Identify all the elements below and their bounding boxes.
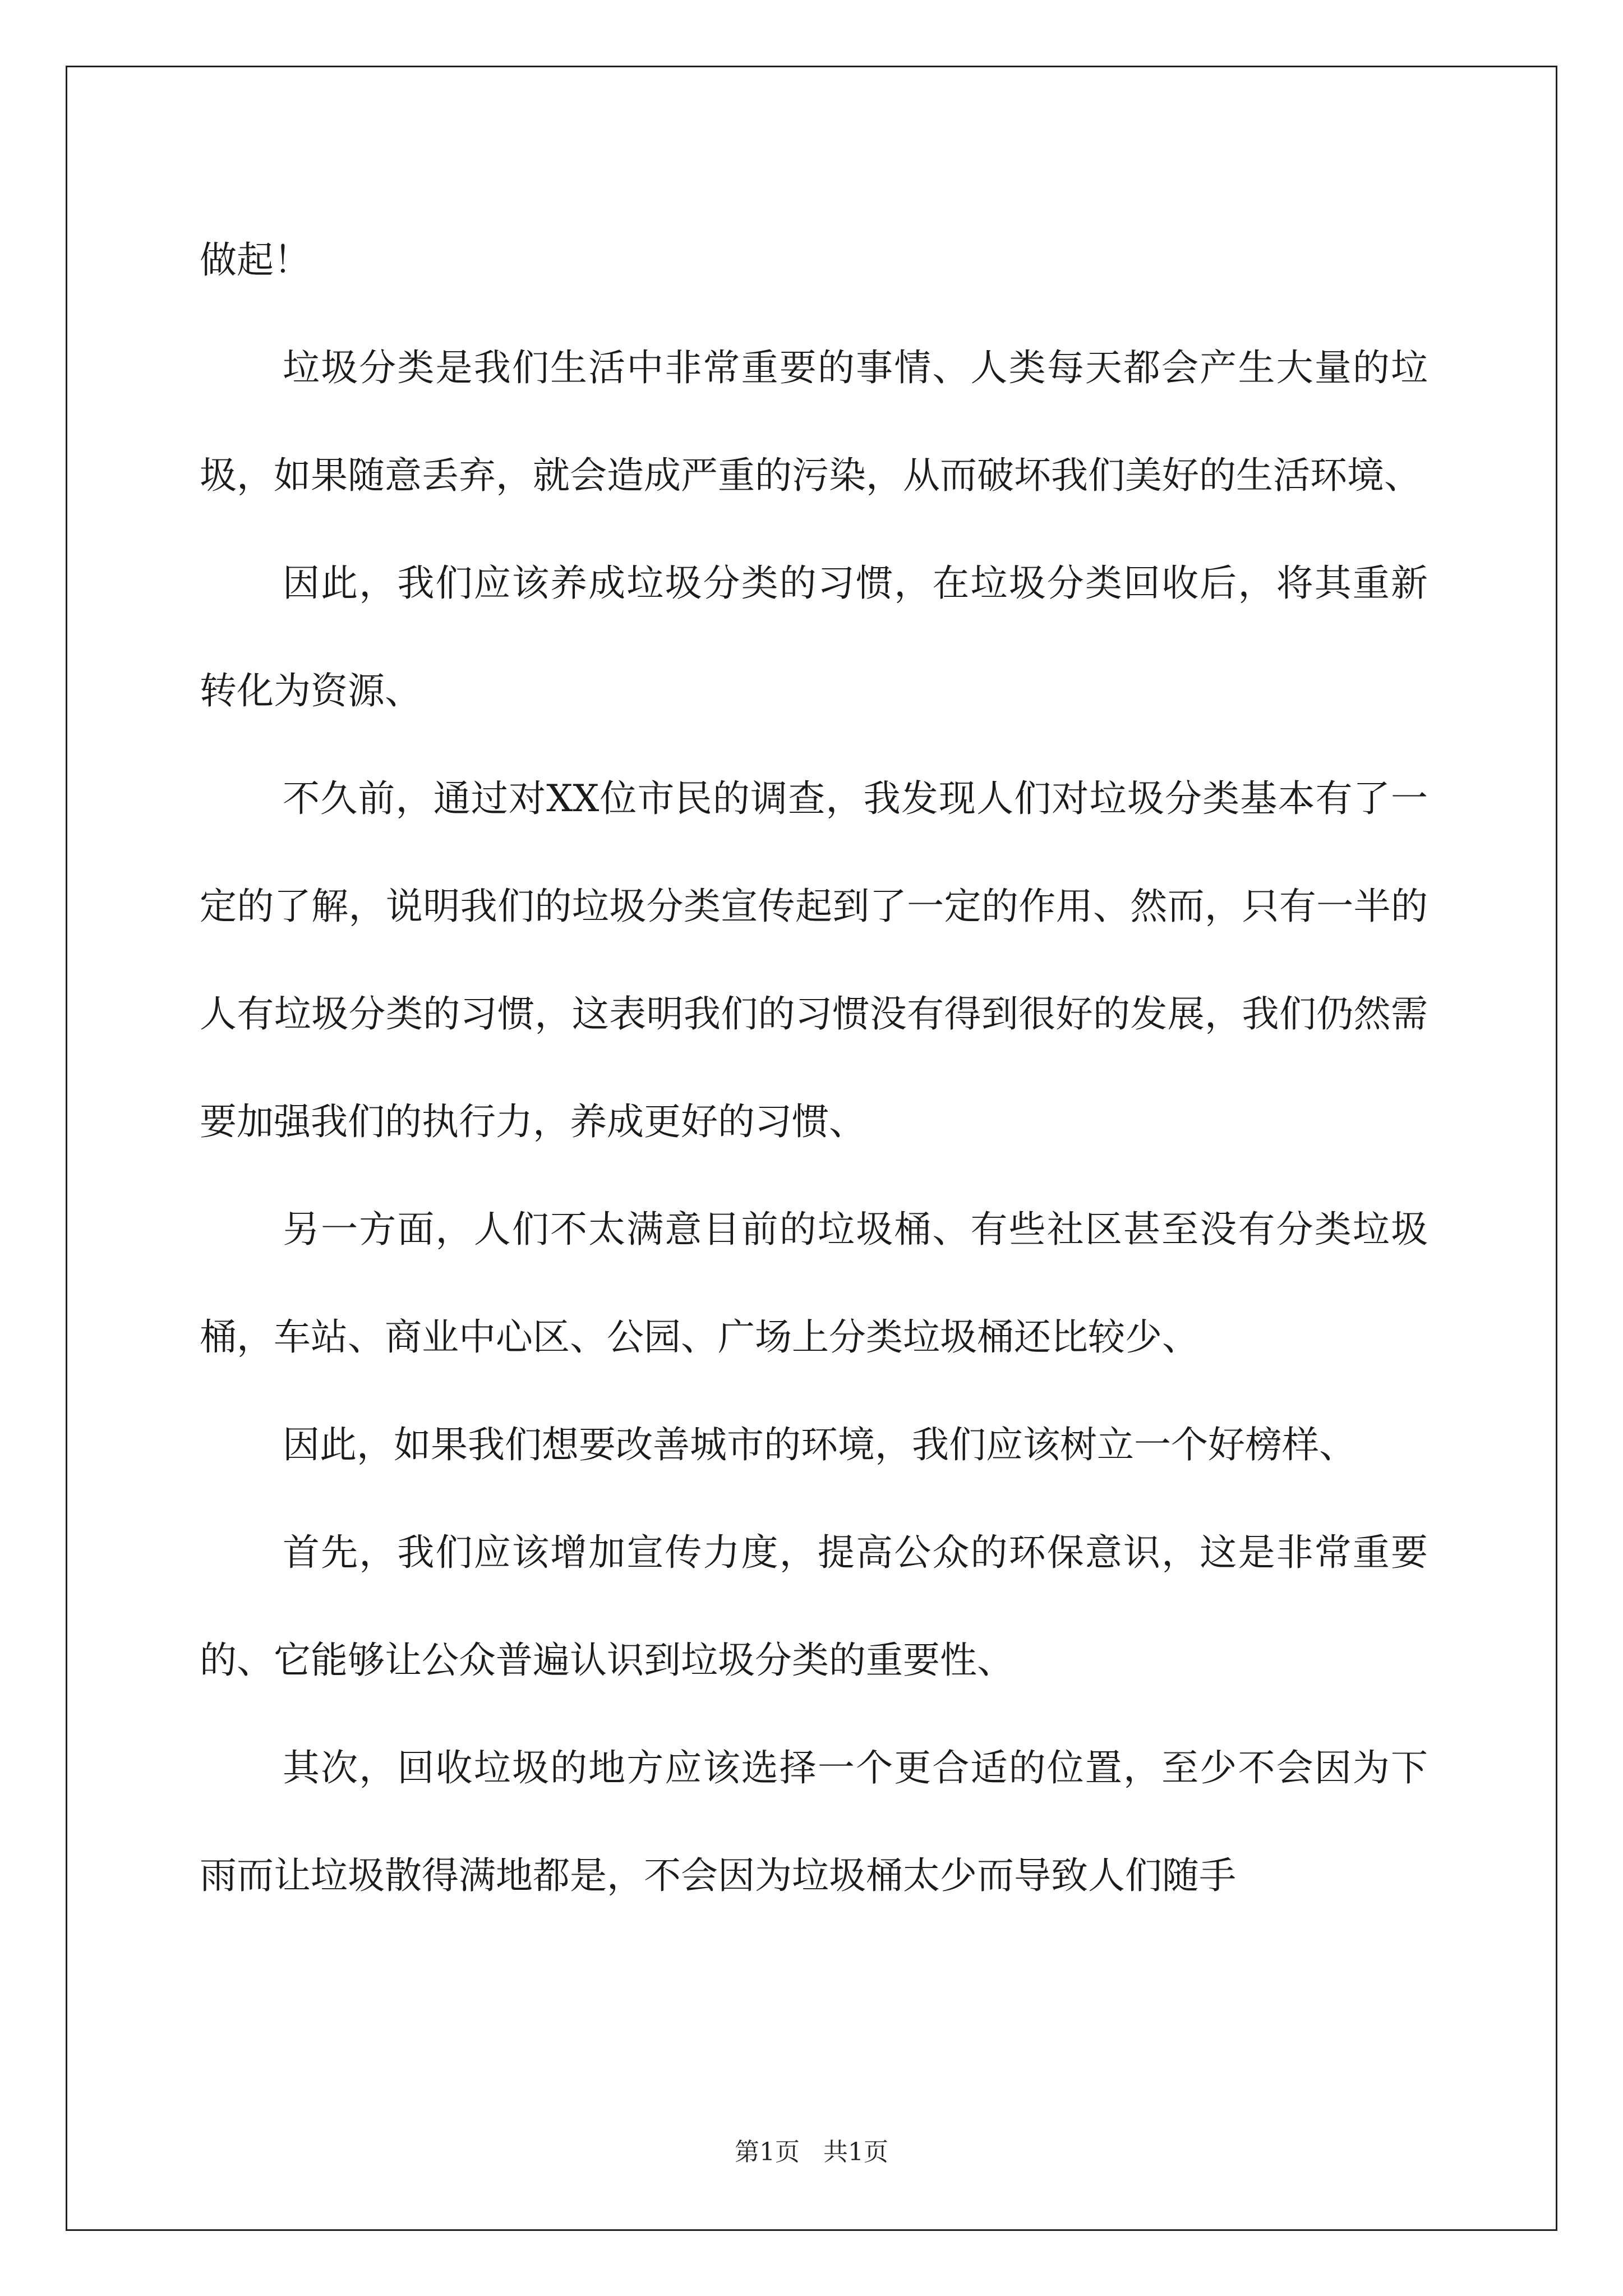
paragraph-6: 因此，如果我们想要改善城市的环境，我们应该树立一个好榜样、 — [283, 1423, 1356, 1466]
paragraph-3: 因此，我们应该养成垃圾分类的习惯，在垃圾分类回收后，将其重新转化为资源、 — [200, 562, 1428, 712]
page-number-footer: 第1页 共1页 — [735, 2138, 888, 2166]
paragraph-4: 不久前，通过对XX位市民的调查，我发现人们对垃圾分类基本有了一定的了解，说明我们的垃圾分类宣传起到了一定的作用、然而，只有一半的人有垃圾分类的习惯，这表明我们的习惯没有得到很好的发展，我们仍然需要加强我们的执行力，养成更好的习惯、 — [200, 777, 1428, 1143]
paragraph-1: 做起！ — [200, 238, 311, 282]
paragraph-5: 另一方面，人们不太满意目前的垃圾桶、有些社区甚至没有分类垃圾桶，车站、商业中心区、公园、广场上分类垃圾桶还比较少、 — [200, 1208, 1428, 1359]
document-body — [200, 206, 1428, 1930]
paragraph-8: 其次，回收垃圾的地方应该选择一个更合适的位置，至少不会因为下雨而让垃圾散得满地都是，不会因为垃圾桶太少而导致人们随手 — [200, 1746, 1428, 1897]
paragraph-7: 首先，我们应该增加宣传力度，提高公众的环保意识，这是非常重要的、它能够让公众普遍认识到垃圾分类的重要性、 — [200, 1531, 1428, 1682]
paragraph-2: 垃圾分类是我们生活中非常重要的事情、人类每天都会产生大量的垃圾，如果随意丢弃，就会造成严重的污染，从而破坏我们美好的生活环境、 — [200, 346, 1428, 497]
